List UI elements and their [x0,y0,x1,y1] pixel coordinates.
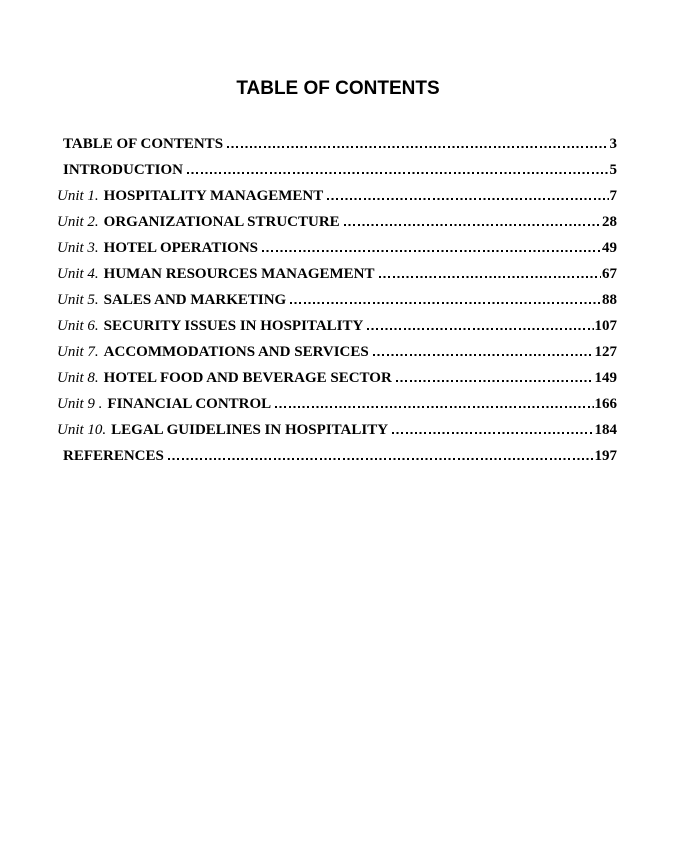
dot-leader-line [373,354,594,356]
toc-page-number: 28 [602,214,617,230]
dot-leader-line [187,172,608,174]
dot-leader-line [379,276,601,278]
toc-page-number: 127 [594,344,617,360]
toc-entry-title: LEGAL GUIDELINES IN HOSPITALITY [111,422,389,438]
toc-entry-title: ORGANIZATIONAL STRUCTURE [103,214,340,230]
toc-entry-title: HUMAN RESOURCES MANAGEMENT [103,266,375,282]
toc-entry-title: HOTEL FOOD AND BEVERAGE SECTOR [103,370,392,386]
toc-entry-title: HOSPITALITY MANAGEMENT [103,188,324,204]
toc-entry [57,261,617,287]
page-title: TABLE OF CONTENTS [236,78,440,99]
toc-entry [57,391,617,417]
toc-entry-prefix: Unit 4. [57,266,99,282]
toc-page-number: 184 [594,422,617,438]
toc-entry [57,157,617,183]
toc-entry [57,339,617,365]
dot-leader-line [275,406,593,408]
toc-entry-title: REFERENCES [63,448,164,464]
toc-entry-prefix: Unit 1. [57,188,99,204]
toc-entry-title: SECURITY ISSUES IN HOSPITALITY [103,318,364,334]
toc-page-number: 7 [609,188,617,204]
toc-page-number: 88 [602,292,617,308]
toc-entry [57,443,617,469]
toc-entry [57,313,617,339]
toc-page-number: 3 [609,136,617,152]
toc-page-number: 166 [594,396,617,412]
dot-leader-line [327,198,608,200]
toc-entry-prefix: Unit 9 . [57,396,103,412]
dot-leader-line [392,432,593,434]
toc-entry [57,287,617,313]
dot-leader-line [396,380,594,382]
toc-entry [57,417,617,443]
toc-page-number: 49 [602,240,617,256]
toc-entry [57,235,617,261]
dot-leader-line [290,302,601,304]
toc-page-number: 5 [609,162,617,178]
toc-entry-prefix: Unit 10. [57,422,107,438]
toc-entry-title: HOTEL OPERATIONS [103,240,259,256]
toc-entry-prefix: Unit 6. [57,318,99,334]
toc-entry-prefix: Unit 2. [57,214,99,230]
toc-entry [57,183,617,209]
toc-page-number: 67 [602,266,617,282]
dot-leader-line [227,146,608,148]
toc-entry-prefix: Unit 8. [57,370,99,386]
toc-entry-title: INTRODUCTION [63,162,184,178]
toc-page-number: 107 [594,318,617,334]
toc-page-number: 149 [594,370,617,386]
toc-entry-title: TABLE OF CONTENTS [63,136,224,152]
toc-entry-title: FINANCIAL CONTROL [107,396,272,412]
toc-entry-title: SALES AND MARKETING [103,292,287,308]
dot-leader-line [367,328,593,330]
toc-entry-prefix: Unit 5. [57,292,99,308]
toc-entry [57,131,617,157]
table-of-contents [57,131,617,469]
dot-leader-line [168,458,594,460]
toc-entry-prefix: Unit 7. [57,344,99,360]
toc-page-number: 197 [594,448,617,464]
toc-entry [57,209,617,235]
toc-entry-prefix: Unit 3. [57,240,99,256]
toc-entry [57,365,617,391]
dot-leader-line [262,250,601,252]
dot-leader-line [344,224,601,226]
toc-entry-title: ACCOMMODATIONS AND SERVICES [103,344,369,360]
